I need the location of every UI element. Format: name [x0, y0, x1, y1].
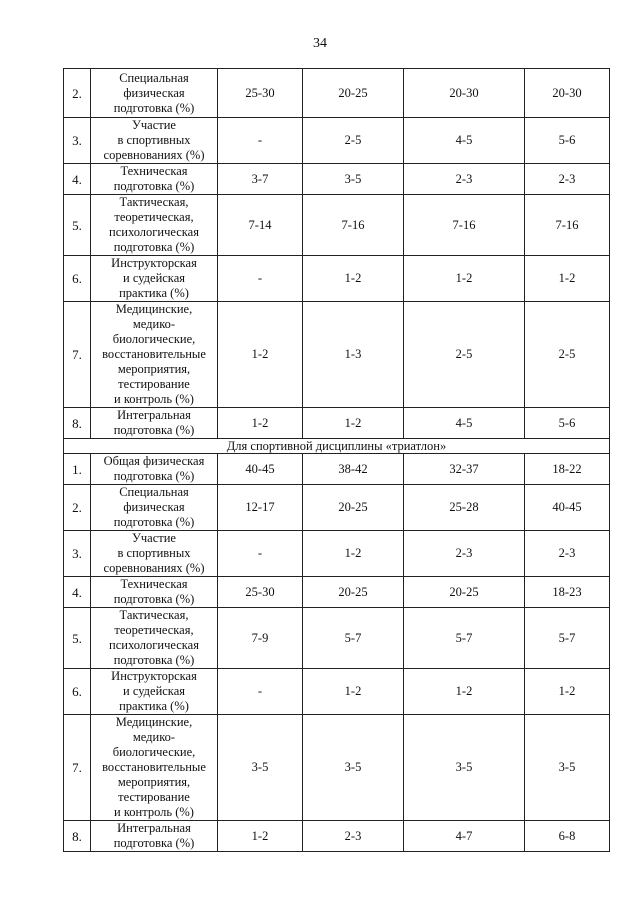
- value-cell: 3-5: [303, 715, 404, 821]
- value-cell: 32-37: [404, 454, 525, 485]
- table-row: [64, 608, 610, 669]
- row-label: Специальная физическая подготовка (%): [91, 69, 218, 118]
- row-label: Техническая подготовка (%): [91, 164, 218, 195]
- value-cell: 38-42: [303, 454, 404, 485]
- table-row: [64, 302, 610, 408]
- row-number: 1.: [64, 454, 91, 485]
- row-number: 7.: [64, 302, 91, 408]
- value-cell: 40-45: [525, 485, 610, 531]
- table-row: [64, 485, 610, 531]
- value-cell: 25-28: [404, 485, 525, 531]
- row-number: 2.: [64, 69, 91, 118]
- value-cell: 1-2: [218, 821, 303, 852]
- row-label: Техническая подготовка (%): [91, 577, 218, 608]
- value-cell: 20-25: [404, 577, 525, 608]
- value-cell: 1-2: [303, 256, 404, 302]
- value-cell: 7-16: [525, 195, 610, 256]
- table-row: [64, 408, 610, 439]
- value-cell: 2-5: [525, 302, 610, 408]
- table-section-a: [64, 69, 610, 439]
- value-cell: 1-2: [404, 256, 525, 302]
- value-cell: 3-7: [218, 164, 303, 195]
- section-title: Для спортивной дисциплины «триатлон»: [64, 439, 610, 454]
- value-cell: 40-45: [218, 454, 303, 485]
- row-label: Инструкторская и судейская практика (%): [91, 256, 218, 302]
- value-cell: -: [218, 118, 303, 164]
- value-cell: 2-3: [404, 531, 525, 577]
- row-label: Общая физическая подготовка (%): [91, 454, 218, 485]
- value-cell: 18-23: [525, 577, 610, 608]
- value-cell: 1-2: [525, 256, 610, 302]
- table-row: [64, 69, 610, 118]
- value-cell: 1-2: [218, 408, 303, 439]
- value-cell: -: [218, 531, 303, 577]
- value-cell: 1-2: [303, 669, 404, 715]
- value-cell: 3-5: [404, 715, 525, 821]
- value-cell: 7-16: [303, 195, 404, 256]
- value-cell: -: [218, 669, 303, 715]
- row-label: Медицинские, медико- биологические, восстановительные мероприятия, тестирование и контроль (%): [91, 302, 218, 408]
- row-number: 3.: [64, 118, 91, 164]
- value-cell: 1-2: [303, 531, 404, 577]
- table-row: [64, 577, 610, 608]
- table-section-b: [64, 454, 610, 852]
- table-row: [64, 164, 610, 195]
- value-cell: 7-9: [218, 608, 303, 669]
- row-label: Инструкторская и судейская практика (%): [91, 669, 218, 715]
- row-number: 8.: [64, 408, 91, 439]
- table-row: [64, 821, 610, 852]
- row-label: Тактическая, теоретическая, психологическая подготовка (%): [91, 608, 218, 669]
- value-cell: 20-25: [303, 485, 404, 531]
- value-cell: 25-30: [218, 577, 303, 608]
- value-cell: 6-8: [525, 821, 610, 852]
- value-cell: 2-5: [303, 118, 404, 164]
- page-number: 34: [313, 36, 327, 51]
- value-cell: 1-2: [525, 669, 610, 715]
- row-label: Медицинские, медико- биологические, восстановительные мероприятия, тестирование и контроль (%): [91, 715, 218, 821]
- value-cell: 20-25: [303, 69, 404, 118]
- value-cell: 3-5: [303, 164, 404, 195]
- table-row: [64, 715, 610, 821]
- value-cell: -: [218, 256, 303, 302]
- value-cell: 2-3: [525, 531, 610, 577]
- table-row: [64, 256, 610, 302]
- table-row: [64, 195, 610, 256]
- training-plan-table: [63, 68, 610, 852]
- value-cell: 7-14: [218, 195, 303, 256]
- row-number: 6.: [64, 256, 91, 302]
- row-number: 6.: [64, 669, 91, 715]
- table-row: [64, 118, 610, 164]
- value-cell: 2-3: [404, 164, 525, 195]
- value-cell: 5-6: [525, 408, 610, 439]
- row-label: Участие в спортивных соревнованиях (%): [91, 118, 218, 164]
- value-cell: 18-22: [525, 454, 610, 485]
- value-cell: 20-25: [303, 577, 404, 608]
- value-cell: 1-3: [303, 302, 404, 408]
- value-cell: 5-7: [303, 608, 404, 669]
- table-row: [64, 669, 610, 715]
- value-cell: 25-30: [218, 69, 303, 118]
- value-cell: 1-2: [303, 408, 404, 439]
- row-number: 3.: [64, 531, 91, 577]
- value-cell: 20-30: [404, 69, 525, 118]
- value-cell: 3-5: [218, 715, 303, 821]
- value-cell: 7-16: [404, 195, 525, 256]
- table-section-header: [64, 439, 610, 454]
- row-label: Тактическая, теоретическая, психологическая подготовка (%): [91, 195, 218, 256]
- row-number: 8.: [64, 821, 91, 852]
- table-row: [64, 454, 610, 485]
- value-cell: 5-7: [525, 608, 610, 669]
- row-number: 7.: [64, 715, 91, 821]
- value-cell: 4-7: [404, 821, 525, 852]
- row-label: Участие в спортивных соревнованиях (%): [91, 531, 218, 577]
- row-number: 4.: [64, 577, 91, 608]
- value-cell: 2-5: [404, 302, 525, 408]
- row-number: 4.: [64, 164, 91, 195]
- value-cell: 2-3: [303, 821, 404, 852]
- row-number: 2.: [64, 485, 91, 531]
- value-cell: 2-3: [525, 164, 610, 195]
- value-cell: 3-5: [525, 715, 610, 821]
- table-row: [64, 531, 610, 577]
- value-cell: 12-17: [218, 485, 303, 531]
- row-number: 5.: [64, 195, 91, 256]
- value-cell: 20-30: [525, 69, 610, 118]
- value-cell: 1-2: [218, 302, 303, 408]
- row-number: 5.: [64, 608, 91, 669]
- value-cell: 1-2: [404, 669, 525, 715]
- value-cell: 4-5: [404, 118, 525, 164]
- value-cell: 5-7: [404, 608, 525, 669]
- row-label: Интегральная подготовка (%): [91, 408, 218, 439]
- value-cell: 5-6: [525, 118, 610, 164]
- section-title-row: [64, 439, 610, 454]
- row-label: Интегральная подготовка (%): [91, 821, 218, 852]
- value-cell: 4-5: [404, 408, 525, 439]
- row-label: Специальная физическая подготовка (%): [91, 485, 218, 531]
